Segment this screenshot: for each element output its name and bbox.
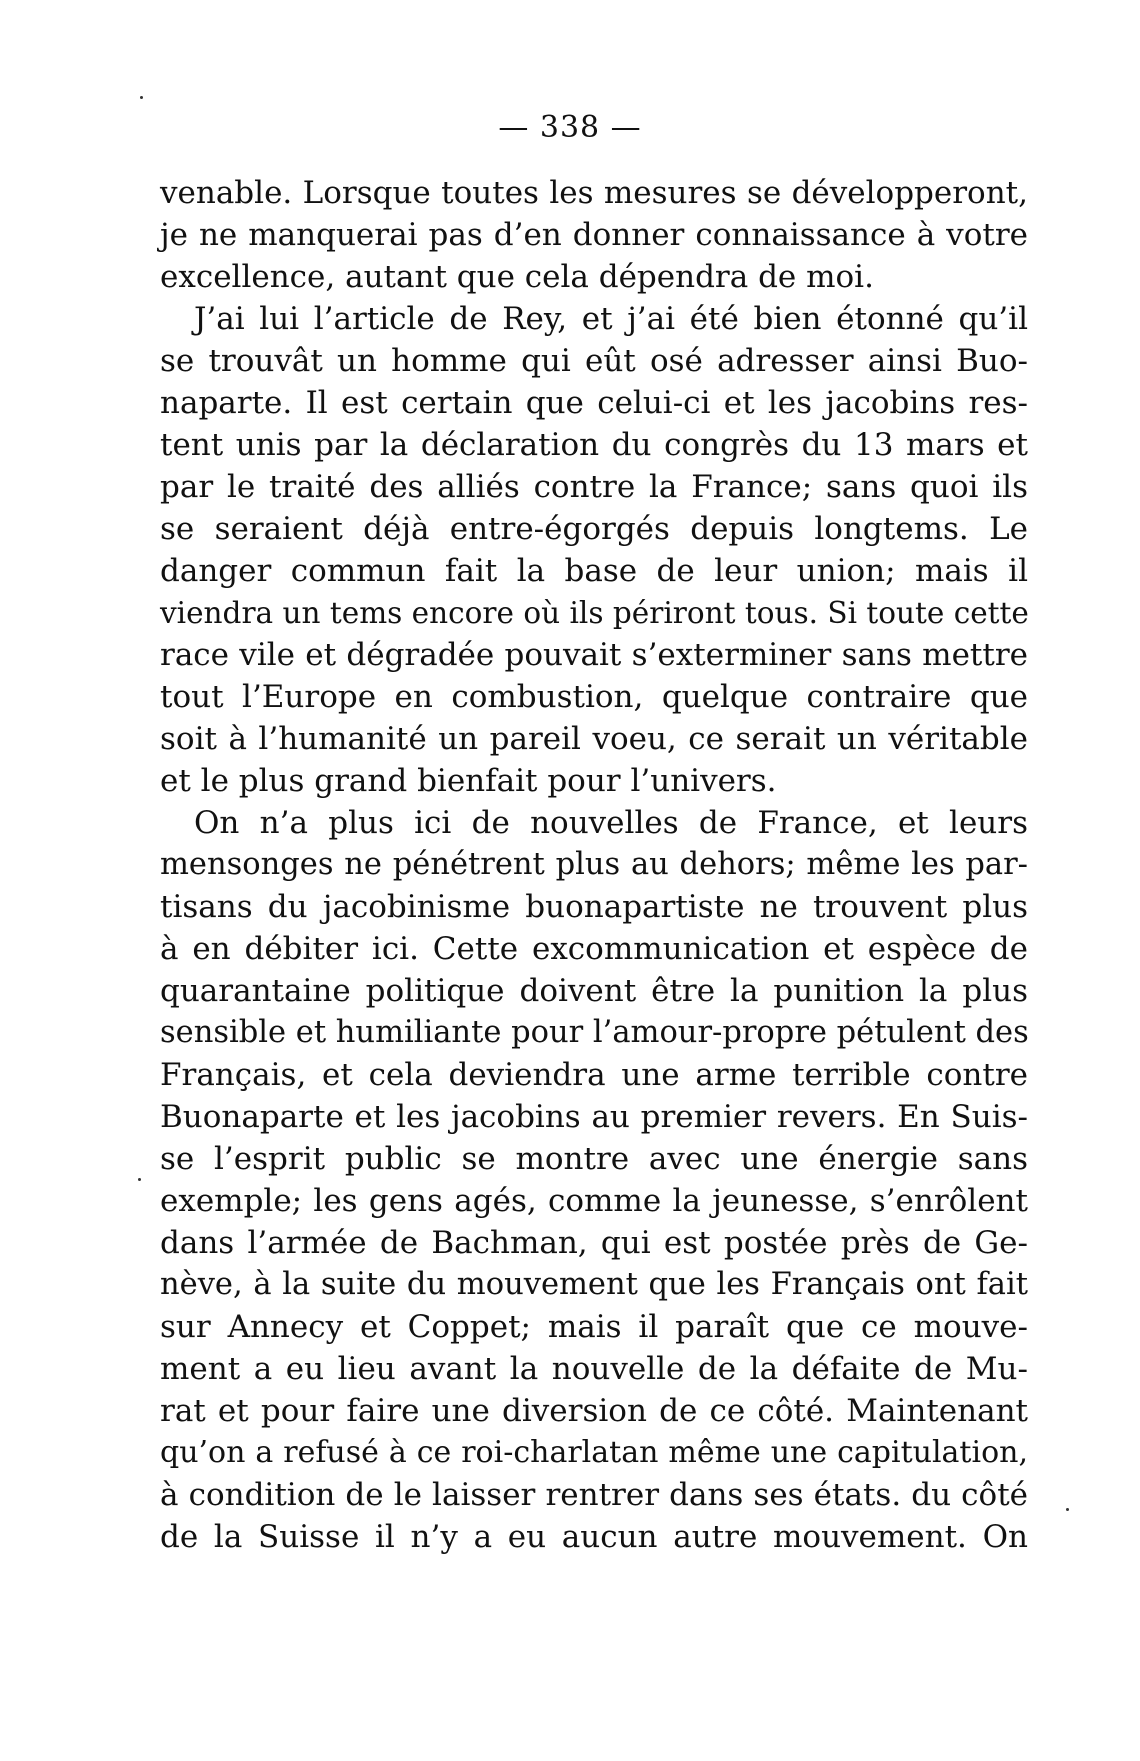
text-line-16: On n’a plus ici de nouvelles de France, et leurs [194, 805, 1028, 841]
text-line-23: Buonaparte et les jacobins au premier revers. En Suis- [160, 1099, 1028, 1135]
text-line-30: rat et pour faire une diversion de ce côté. Maintenant [160, 1393, 1028, 1429]
text-line-28: sur Annecy et Coppet; mais il paraît que ce mouve- [160, 1309, 1028, 1345]
text-line-15: et le plus grand bienfait pour l’univers. [160, 763, 777, 799]
text-line-33: de la Suisse il n’y a eu aucun autre mouvement. On [160, 1519, 1028, 1555]
text-line-24: se l’esprit public se montre avec une énergie sans [160, 1141, 1028, 1177]
text-line-8: par le traité des alliés contre la France; sans quoi ils [160, 469, 1028, 505]
text-line-7: tent unis par la déclaration du congrès du 13 mars et [160, 427, 1028, 463]
text-line-10: danger commun fait la base de leur union; mais il [160, 553, 1028, 589]
page-number: — 338 — [498, 110, 642, 145]
text-line-32: à condition de le laisser rentrer dans ses états. du côté [160, 1477, 1028, 1513]
text-line-18: tisans du jacobinisme buonapartiste ne trouvent plus [160, 889, 1028, 925]
text-line-12: race vile et dégradée pouvait s’exterminer sans mettre [160, 637, 1028, 673]
text-line-3: excellence, autant que cela dépendra de moi. [160, 259, 874, 295]
text-line-20: quarantaine politique doivent être la punition la plus [160, 973, 1028, 1009]
text-line-11: viendra un tems encore où ils périront tous. Si toute cette [160, 596, 1029, 630]
text-line-13: tout l’Europe en combustion, quelque contraire que [160, 679, 1028, 715]
body-text [160, 172, 1028, 1558]
text-line-22: Français, et cela deviendra une arme terrible contre [160, 1057, 1028, 1093]
text-line-14: soit à l’humanité un pareil voeu, ce serait un véritable [160, 721, 1028, 757]
scan-speck [138, 1178, 141, 1181]
text-line-25: exemple; les gens agés, comme la jeunesse, s’enrôlent [160, 1183, 1028, 1219]
text-line-5: se trouvât un homme qui eût osé adresser ainsi Buo- [160, 343, 1028, 379]
text-line-19: à en débiter ici. Cette excommunication et espèce de [160, 931, 1028, 967]
text-line-1: venable. Lorsque toutes les mesures se développeront, [160, 175, 1028, 211]
text-line-31: qu’on a refusé à ce roi-charlatan même une capitulation, [160, 1435, 1028, 1470]
scan-speck [140, 96, 143, 99]
text-line-21: sensible et humiliante pour l’amour-propre pétulent des [160, 1015, 1029, 1050]
text-line-29: ment a eu lieu avant la nouvelle de la défaite de Mu- [160, 1351, 1028, 1387]
scan-speck [1066, 1508, 1069, 1511]
text-line-26: dans l’armée de Bachman, qui est postée près de Ge- [160, 1225, 1028, 1261]
text-line-27: nève, à la suite du mouvement que les Français ont fait [160, 1267, 1028, 1302]
text-line-4: J’ai lui l’article de Rey, et j’ai été bien étonné qu’il [194, 301, 1028, 337]
text-line-6: naparte. Il est certain que celui-ci et les jacobins res- [160, 385, 1028, 421]
text-line-17: mensonges ne pénétrent plus au dehors; même les par- [160, 847, 1028, 882]
text-line-2: je ne manquerai pas d’en donner connaissance à votre [160, 217, 1028, 253]
text-line-9: se seraient déjà entre-égorgés depuis longtems. Le [160, 511, 1028, 547]
